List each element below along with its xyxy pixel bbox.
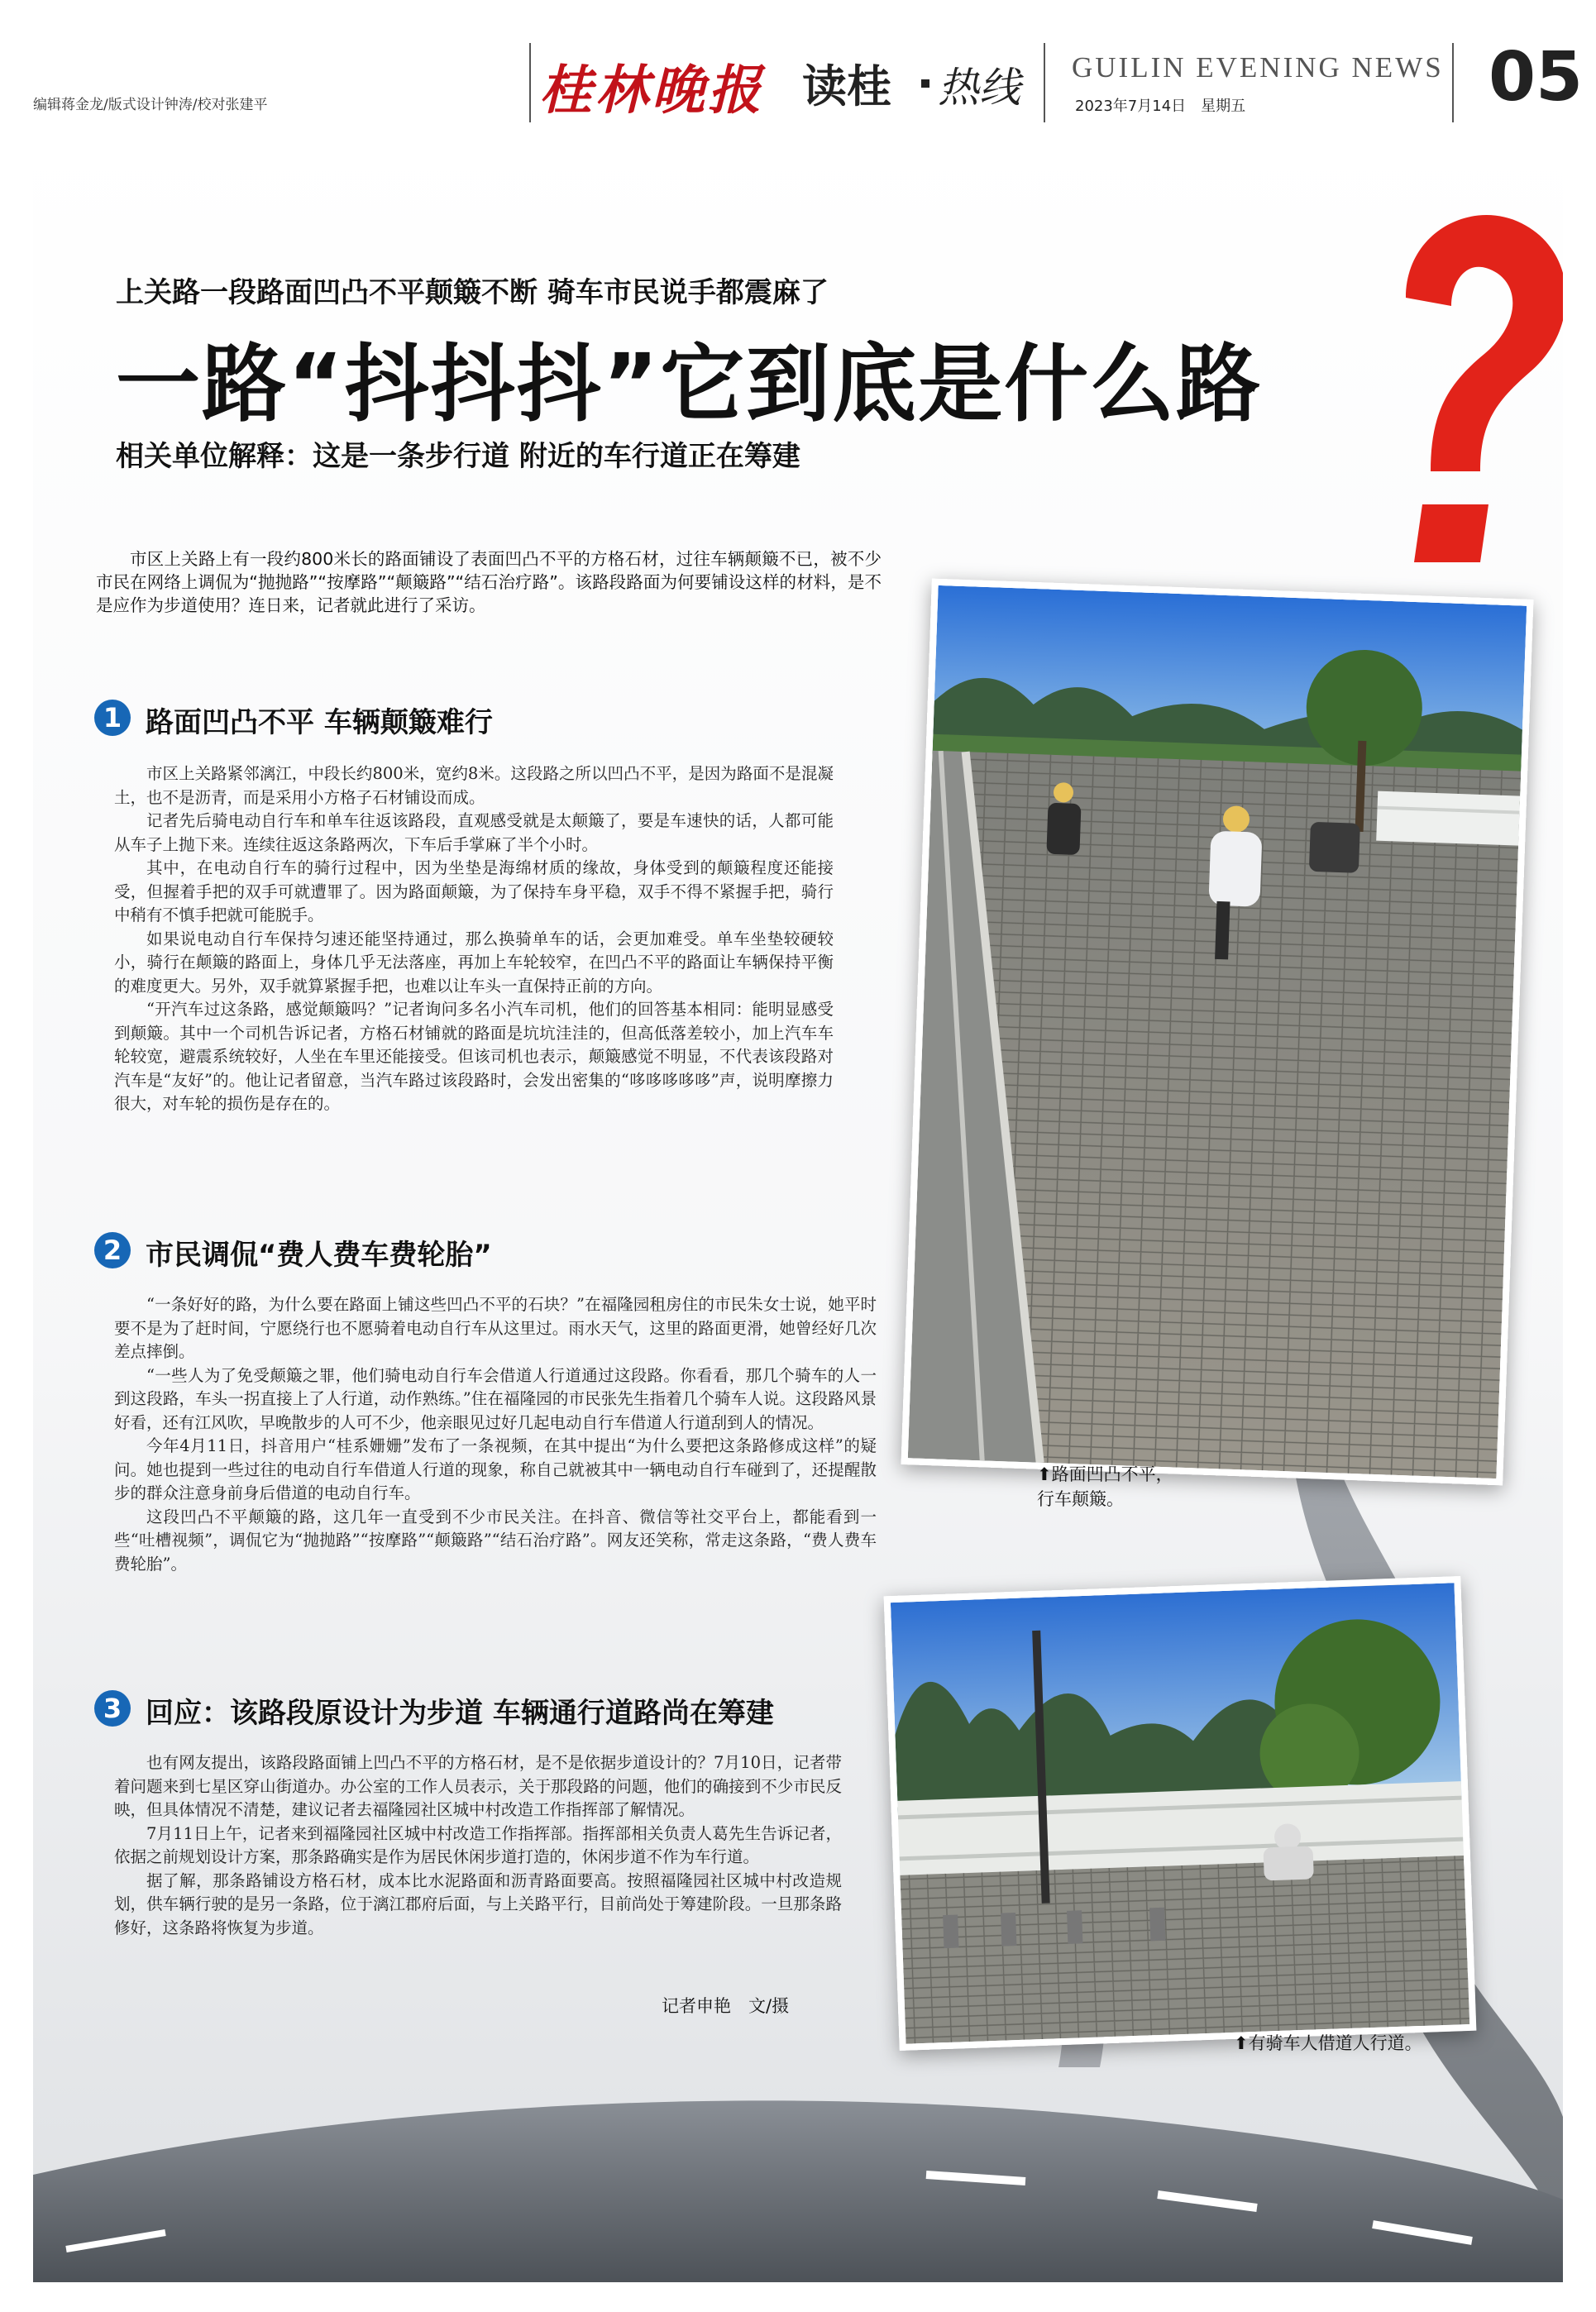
section-body — [114, 1293, 877, 1576]
paragraph: 也有网友提出，该路段路面铺上凹凸不平的方格石材，是不是依据步道设计的？7月10日，记者带着问题来到七星区穿山街道办。办公室的工作人员表示，关于那段路的问题，他们的确接到不少市民反映，但具体情况不清楚，建议记者去福隆园社区城中村改造工作指挥部了解情况。 — [114, 1753, 842, 1819]
photo-sidewalk-riding-image — [891, 1583, 1469, 2043]
article-subhead: 相关单位解释：这是一条步行道 附近的车行道正在筹建 — [116, 440, 800, 473]
photo-bumpy-road — [901, 579, 1534, 1486]
paragraph: “一条好好的路，为什么要在路面上铺这些凹凸不平的石块？”在福隆园租房住的市民朱女士说，她平时要不是为了赶时间，宁愿绕行也不愿骑着电动自行车从这里过。雨水天气，这里的路面更滑，她曾经好几次差点摔倒。 — [114, 1295, 877, 1361]
paragraph: 如果说电动自行车保持匀速还能坚持通过，那么换骑单车的话，会更加难受。单车坐垫较硬较小，骑行在颠簸的路面上，身体几乎无法落座，再加上车轮较窄，在凹凸不平的路面让车辆保持平衡的难度更大。另外，双手就算紧握手把，也难以让车头一直保持正前的方向。 — [114, 929, 834, 996]
article-byline: 记者申艳 文/摄 — [662, 1996, 790, 2016]
section-separator-dot — [921, 79, 929, 88]
arrow-up-icon: ⬆ — [1037, 1464, 1052, 1484]
header-divider — [529, 43, 531, 122]
section-number-3: 3 — [94, 1690, 131, 1727]
paragraph: “一些人为了免受颠簸之罪，他们骑电动自行车会借道人行道通过这段路。你看看，那几个骑车的人一到这段路，车头一拐直接上了人行道，动作熟练。”住在福隆园的市民张先生指着几个骑车人说。这段路风景好看，还有江风吹，早晚散步的人可不少，他亲眼见过好几起电动自行车借道人行道刮到人的情况。 — [114, 1365, 877, 1432]
paragraph: 这段凹凸不平颠簸的路，这几年一直受到不少市民关注。在抖音、微信等社交平台上，都能看到一些“吐槽视频”，调侃它为“抛抛路”“按摩路”“颠簸路”“结石治疗路”。网友还笑称，常走这条路，“费人费车费轮胎”。 — [114, 1507, 877, 1574]
article-lead: 市区上关路上有一段约800米长的路面铺设了表面凹凸不平的方格石材，过往车辆颠簸不已，被不少市民在网络上调侃为“抛抛路”“按摩路”“颠簸路”“结石治疗路”。该路段路面为何要铺设这样的材料，是不是应作为步道使用？连日来，记者就此进行了采访。 — [96, 549, 882, 615]
editor-credit: 编辑蒋金龙/版式设计钟涛/校对张建平 — [33, 97, 268, 113]
caption-text: 路面凹凸不平， — [1051, 1464, 1173, 1484]
article-headline: 一路“抖抖抖”它到底是什么路 — [116, 336, 1263, 434]
arrow-up-icon: ⬆ — [1234, 2033, 1249, 2053]
paragraph: 记者先后骑电动自行车和单车往返该路段，直观感受就是太颠簸了，要是车速快的话，人都可能从车子上抛下来。连续往返这条路两次，下车后手掌麻了半个小时。 — [114, 811, 834, 854]
paragraph: 7月11日上午，记者来到福隆园社区城中村改造工作指挥部。指挥部相关负责人葛先生告诉记者，依据之前规划设计方案，那条路确实是作为居民休闲步道打造的，休闲步道不作为车行道。 — [114, 1823, 842, 1866]
paragraph: 其中，在电动自行车的骑行过程中，因为坐垫是海绵材质的缘故，身体受到的颠簸程度还能接受，但握着手把的双手可就遭罪了。因为路面颠簸，为了保持车身平稳，双手不得不紧握手把，骑行中稍有不慎手把就可能脱手。 — [114, 858, 834, 924]
masthead-logo: 桂林晚报 — [539, 60, 764, 122]
page-number: 05 — [1488, 38, 1584, 117]
section-number-1: 1 — [94, 700, 131, 736]
photo-caption — [1037, 1462, 1173, 1487]
paragraph: 据了解，那条路铺设方格石材，成本比水泥路面和沥青路面要高。按照福隆园社区城中村改造规划，供车辆行驶的是另一条路，位于漓江郡府后面，与上关路平行，目前尚处于筹建阶段。一旦那条路修好，这条路将恢复为步道。 — [114, 1870, 842, 1937]
section-subname: 热线 — [938, 64, 1020, 112]
article-kicker: 上关路一段路面凹凸不平颠簸不断 骑车市民说手都震麻了 — [116, 276, 829, 309]
section-body — [114, 1751, 842, 1940]
english-masthead: GUILIN EVENING NEWS — [1072, 51, 1444, 84]
photo-sidewalk-riding — [884, 1576, 1477, 2051]
section-body — [114, 762, 834, 1116]
header-divider — [1452, 43, 1454, 122]
section-number-2: 2 — [94, 1232, 131, 1268]
photo-caption — [1234, 2031, 1422, 2056]
section-title: 回应：该路段原设计为步道 车辆通行道路尚在筹建 — [146, 1697, 774, 1730]
paragraph: 市区上关路紧邻漓江，中段长约800米，宽约8米。这段路之所以凹凸不平，是因为路面不是混凝土，也不是沥青，而是采用小方格子石材铺设而成。 — [114, 764, 834, 807]
issue-date: 2023年7月14日 星期五 — [1075, 98, 1246, 115]
caption-text: 有骑车人借道人行道。 — [1248, 2033, 1422, 2053]
header-divider — [1044, 43, 1045, 122]
paragraph: “开汽车过这条路，感觉颠簸吗？”记者询问多名小汽车司机，他们的回答基本相同：能明显感受到颠簸。其中一个司机告诉记者，方格石材铺就的路面是坑坑洼洼的，但高低落差较小，加上汽车车轮较宽，避震系统较好，人坐在车里还能接受。但该司机也表示，颠簸感觉不明显，不代表该段路对汽车是“友好”的。他让记者留意，当汽车路过该段路时，会发出密集的“哆哆哆哆哆”声，说明摩擦力很大，对车轮的损伤是存在的。 — [114, 1000, 834, 1113]
photo-caption: 行车颠簸。 — [1037, 1489, 1124, 1509]
section-title: 路面凹凸不平 车辆颠簸难行 — [146, 706, 493, 739]
section-name: 读桂 — [802, 60, 891, 112]
photo-bumpy-road-image — [908, 585, 1527, 1478]
paragraph: 今年4月11日，抖音用户“桂系姗姗”发布了一条视频，在其中提出“为什么要把这条路修成这样”的疑问。她也提到一些过往的电动自行车借道人行道的现象，称自己就被其中一辆电动自行车碰到了，还提醒散步的群众注意身前身后借道的电动自行车。 — [114, 1436, 877, 1502]
section-title: 市民调侃“费人费车费轮胎” — [146, 1239, 492, 1272]
